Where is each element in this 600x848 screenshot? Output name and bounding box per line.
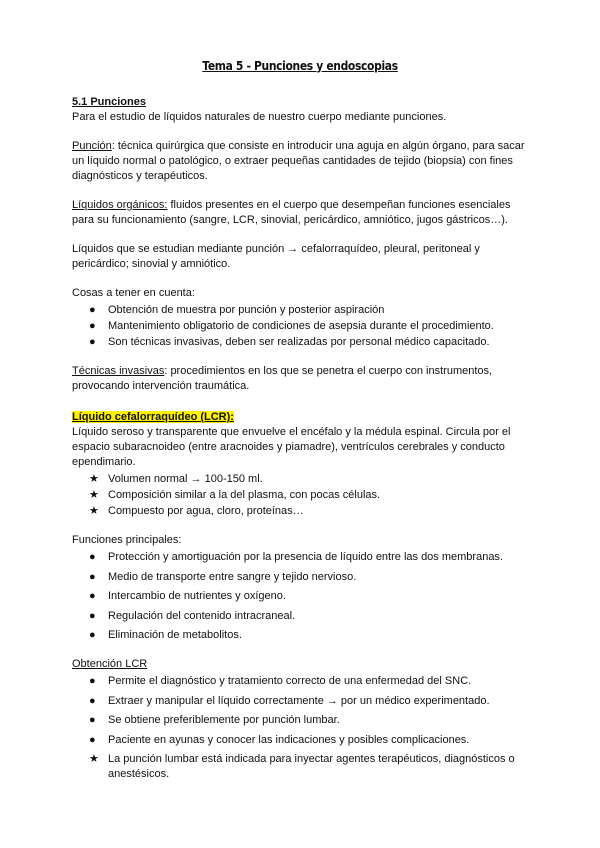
term-tecnicas-invasivas: Técnicas invasivas	[72, 365, 165, 377]
funciones-list	[72, 550, 528, 643]
cosas-a-tener-en-cuenta	[72, 286, 528, 350]
obtencion-heading-wrap	[72, 657, 528, 672]
obtencion-star-list	[72, 752, 528, 782]
lcr-heading: Líquido cefalorraquídeo (LCR):	[72, 411, 234, 423]
section-punciones	[72, 95, 528, 125]
term-liquidos-organicos: Líquidos orgánicos:	[72, 199, 168, 211]
list-item: ● Regulación del contenido intracraneal.	[89, 609, 296, 622]
section-intro: Para el estudio de líquidos naturales de nuestro cuerpo mediante punciones.	[72, 111, 447, 123]
definition-liquidos-organicos: fluidos presentes en el cuerpo que desempeñan funciones esenciales para su funcionamiento (sangre, LCR, sinovial, pericárdico, amniótico, jugos gástricos…).	[72, 199, 511, 226]
list-item: ● Intercambio de nutrientes y oxígeno.	[89, 590, 286, 602]
list-item: ● Mantenimiento obligatorio de condiciones de asepsia durante el procedimiento.	[89, 320, 494, 332]
lcr-description: Líquido seroso y transparente que envuelve el encéfalo y la médula espinal. Circula por el espacio subaracnoideo (entre aracnoides y piamadre), ventrículos cerebrales y conducto ependimario.	[72, 426, 511, 468]
bullet-icon: ●	[89, 714, 96, 726]
list-item: ● Permite el diagnóstico y tratamiento correcto de una enfermedad del SNC.	[89, 675, 472, 687]
term-puncion: Punción	[72, 140, 112, 152]
bullet-icon: ●	[89, 320, 96, 332]
list-item: ● Paciente en ayunas y conocer las indicaciones y posibles complicaciones.	[89, 733, 470, 746]
list-item: ● Se obtiene preferiblemente por punción lumbar.	[89, 714, 340, 726]
bullet-icon: ●	[89, 694, 96, 707]
paragraph-liquidos-organicos	[72, 198, 528, 228]
funciones-label: Funciones principales:	[72, 534, 182, 546]
list-item: ● Eliminación de metabolitos.	[89, 629, 242, 641]
star-icon: ★	[89, 753, 99, 765]
bullet-icon: ●	[89, 675, 96, 687]
paragraph-puncion	[72, 139, 528, 184]
section-lcr	[72, 410, 528, 519]
section-obtencion-lcr	[72, 657, 528, 782]
bullet-icon: ●	[89, 336, 96, 348]
star-icon: ★	[89, 473, 99, 485]
paragraph-liquidos-puncion: Líquidos que se estudian mediante punción → cefalorraquídeo, pleural, peritoneal y pericárdico; sinovial y amniótico.	[72, 243, 480, 270]
bullet-icon: ●	[89, 629, 96, 641]
bullet-icon: ●	[89, 609, 96, 622]
list-item: ● Protección y amortiguación por la presencia de líquido entre las dos membranas.	[89, 551, 503, 563]
list-item: ★ Compuesto por agua, cloro, proteínas…	[89, 505, 304, 517]
document-title: Tema 5 - Punciones y endoscopias	[202, 58, 398, 73]
bullet-icon: ●	[89, 304, 96, 316]
cosas-label: Cosas a tener en cuenta:	[72, 287, 195, 299]
bullet-icon: ●	[89, 551, 96, 563]
list-item: ● Obtención de muestra por punción y posterior aspiración	[89, 304, 385, 316]
lcr-heading-wrap	[72, 410, 528, 425]
star-icon: ★	[89, 505, 99, 517]
definition-puncion: : técnica quirúrgica que consiste en introducir una aguja en algún órgano, para sacar un líquido normal o patológico, o extraer pequeñas cantidades de tejido (biopsia) con fines diagnósticos y terapéuticos.	[72, 140, 525, 182]
list-item: ★ Composición similar a la del plasma, con pocas células.	[89, 489, 381, 501]
obtencion-list	[72, 674, 528, 748]
list-item: ● Medio de transporte entre sangre y tejido nervioso.	[89, 570, 357, 583]
funciones-principales	[72, 533, 528, 643]
list-item: ★ La punción lumbar está indicada para inyectar agentes terapéuticos, diagnósticos o anestésicos.	[89, 753, 515, 780]
obtencion-heading: Obtención LCR	[72, 658, 148, 670]
section-heading-punciones: 5.1 Punciones	[72, 96, 146, 108]
list-item: ★ Volumen normal → 100-150 ml.	[89, 473, 263, 485]
star-icon: ★	[89, 489, 99, 501]
list-item: ● Son técnicas invasivas, deben ser realizadas por personal médico capacitado.	[89, 336, 490, 348]
paragraph-tecnicas-invasivas	[72, 364, 528, 394]
lcr-facts-list	[72, 472, 528, 519]
definition-tecnicas-invasivas: : procedimientos en los que se penetra el cuerpo con instrumentos, provocando intervención traumática.	[72, 365, 493, 392]
list-item: ● Extraer y manipular el líquido correctamente → por un médico experimentado.	[89, 694, 490, 707]
cosas-list	[72, 303, 528, 350]
bullet-icon: ●	[89, 590, 96, 602]
bullet-icon: ●	[89, 733, 96, 746]
bullet-icon: ●	[89, 570, 96, 583]
